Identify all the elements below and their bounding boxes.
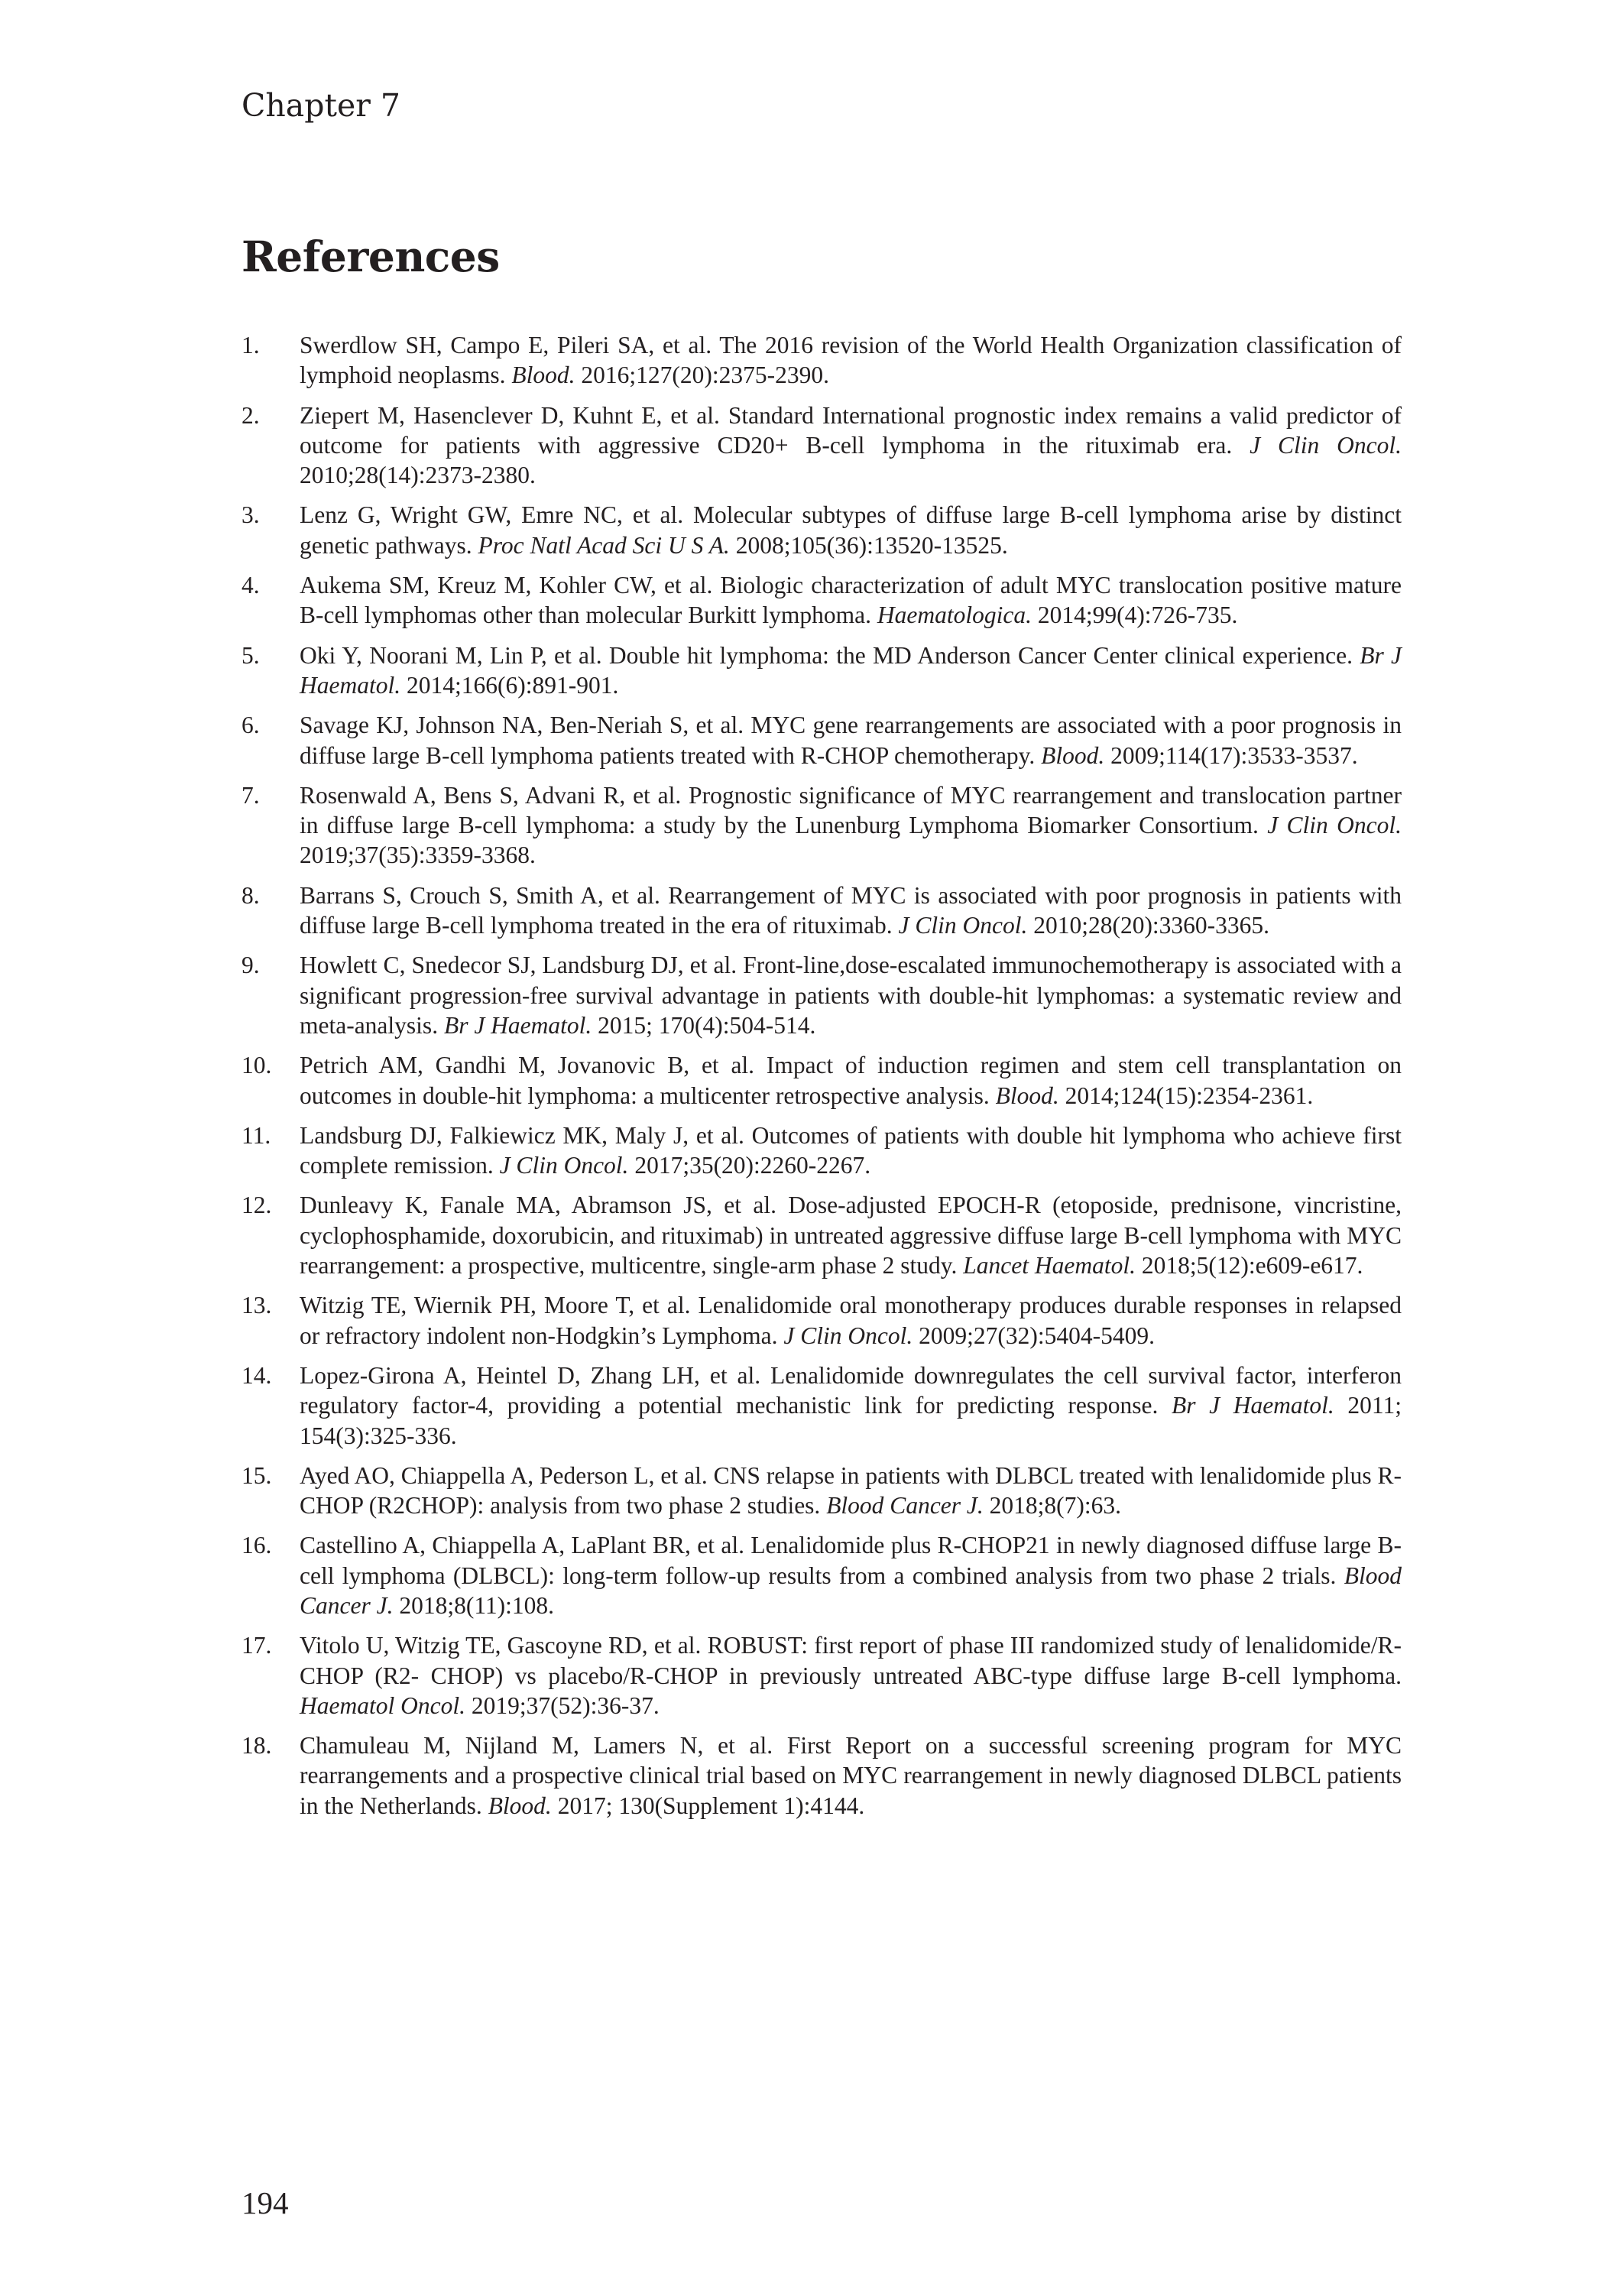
reference-number: 16. — [241, 1532, 272, 1559]
reference-citation: 2017; 130(Supplement 1):4144. — [551, 1792, 865, 1819]
reference-number: 3. — [241, 501, 260, 529]
reference-item — [241, 1530, 1402, 1620]
reference-text: Lenz G, Wright GW, Emre NC, et al. Molecular subtypes of diffuse large B-cell lymphoma arise by distinct genetic pathways. — [300, 501, 1402, 559]
reference-text: Swerdlow SH, Campo E, Pileri SA, et al. The 2016 revision of the World Health Organization classification of lymphoid neoplasms. — [300, 332, 1402, 389]
reference-text: Ziepert M, Hasenclever D, Kuhnt E, et al. Standard International prognostic index remains a valid predictor of outcome for patients with aggressive CD20+ B-cell lymphoma in the rituximab era. — [300, 401, 1402, 459]
reference-journal: Br J Haematol. — [443, 1011, 592, 1039]
reference-item — [241, 641, 1402, 701]
reference-item — [241, 401, 1402, 491]
reference-text: Petrich AM, Gandhi M, Jovanovic B, et al. Impact of induction regimen and stem cell transplantation on outcomes in double-hit lymphoma: a multicenter retrospective analysis. — [300, 1052, 1402, 1109]
reference-journal: Lancet Haematol. — [963, 1252, 1136, 1279]
reference-journal: Br J Haematol. — [1172, 1392, 1334, 1419]
reference-citation: 2011; 154(3):325-336. — [300, 1392, 1402, 1449]
reference-number: 12. — [241, 1192, 272, 1219]
reference-item — [241, 780, 1402, 871]
reference-journal: Haematol Oncol. — [300, 1691, 465, 1719]
reference-citation: 2015; 170(4):504-514. — [592, 1011, 816, 1039]
reference-item — [241, 1730, 1402, 1821]
reference-text: Oki Y, Noorani M, Lin P, et al. Double hit lymphoma: the MD Anderson Cancer Center clinical experience. — [300, 641, 1360, 669]
reference-citation: 2016;127(20):2375-2390. — [575, 362, 829, 389]
reference-number: 18. — [241, 1732, 272, 1759]
reference-journal: Blood Cancer J. — [826, 1492, 984, 1519]
reference-number: 11. — [241, 1121, 271, 1149]
reference-text: Landsburg DJ, Falkiewicz MK, Maly J, et al. Outcomes of patients with double hit lymphoma who achieve first complete remission. — [300, 1121, 1402, 1179]
reference-text: Aukema SM, Kreuz M, Kohler CW, et al. Biologic characterization of adult MYC translocation positive mature B-cell lymphomas other than molecular Burkitt lymphoma. — [300, 572, 1402, 629]
running-head: Chapter 7 — [241, 87, 400, 124]
reference-citation: 2009;114(17):3533-3537. — [1104, 741, 1358, 769]
reference-item — [241, 1190, 1402, 1280]
reference-item — [241, 500, 1402, 560]
reference-number: 6. — [241, 712, 260, 739]
reference-number: 5. — [241, 641, 260, 669]
reference-item — [241, 330, 1402, 391]
reference-item — [241, 881, 1402, 941]
reference-citation: 2009;27(32):5404-5409. — [912, 1322, 1155, 1349]
reference-journal: Blood. — [511, 362, 575, 389]
reference-citation: 2018;8(11):108. — [393, 1591, 555, 1619]
reference-text: Savage KJ, Johnson NA, Ben-Neriah S, et al. MYC gene rearrangements are associated with a poor prognosis in diffuse large B-cell lymphoma patients treated with R-CHOP chemotherapy. — [300, 712, 1402, 769]
reference-journal: J Clin Oncol. — [1267, 812, 1402, 839]
reference-citation: 2010;28(14):2373-2380. — [300, 462, 536, 489]
reference-journal: J Clin Oncol. — [1250, 431, 1402, 459]
reference-number: 9. — [241, 952, 260, 979]
reference-number: 7. — [241, 781, 260, 809]
reference-list — [241, 330, 1402, 1831]
reference-journal: Haematologica. — [877, 602, 1032, 629]
reference-number: 2. — [241, 401, 260, 429]
reference-citation: 2019;37(52):36-37. — [465, 1691, 660, 1719]
reference-citation: 2008;105(36):13520-13525. — [729, 531, 1008, 559]
reference-number: 14. — [241, 1361, 272, 1389]
reference-text: Dunleavy K, Fanale MA, Abramson JS, et al. Dose-adjusted EPOCH-R (etoposide, prednisone, vincristine, cyclophosphamide, doxorubicin, and rituximab) in untreated aggressive diffuse large B-cell lymphoma with MYC rearrangement: a prospective, multicentre, single-arm phase 2 study. — [300, 1192, 1402, 1279]
reference-number: 17. — [241, 1632, 272, 1659]
reference-text: Barrans S, Crouch S, Smith A, et al. Rearrangement of MYC is associated with poor prognosis in patients with diffuse large B-cell lymphoma treated in the era of rituximab. — [300, 881, 1402, 939]
reference-journal: Proc Natl Acad Sci U S A. — [478, 531, 730, 559]
reference-citation: 2019;37(35):3359-3368. — [300, 842, 536, 869]
reference-number: 10. — [241, 1052, 272, 1079]
reference-item — [241, 950, 1402, 1040]
section-title: References — [241, 232, 500, 281]
reference-journal: Blood. — [995, 1082, 1059, 1109]
reference-text: Howlett C, Snedecor SJ, Landsburg DJ, et al. Front-line,dose-escalated immunochemotherapy is associated with a significant progression-free survival advantage in patients with double-hit lymphomas: a systematic review and meta-analysis. — [300, 952, 1402, 1039]
reference-number: 1. — [241, 332, 260, 358]
reference-citation: 2014;124(15):2354-2361. — [1058, 1082, 1314, 1109]
reference-number: 15. — [241, 1461, 272, 1489]
reference-item — [241, 1290, 1402, 1351]
reference-item — [241, 1361, 1402, 1451]
page-number: 194 — [241, 2185, 289, 2220]
reference-item — [241, 1050, 1402, 1111]
reference-number: 13. — [241, 1292, 272, 1319]
reference-citation: 2018;8(7):63. — [983, 1492, 1122, 1519]
reference-text: Chamuleau M, Nijland M, Lamers N, et al. First Report on a successful screening program for MYC rearrangements and a prospective clinical trial based on MYC rearrangement in newly diagnosed DLBCL patients in the Netherlands. — [300, 1732, 1402, 1819]
reference-text: Witzig TE, Wiernik PH, Moore T, et al. Lenalidomide oral monotherapy produces durable responses in relapsed or refractory indolent non-Hodgkin’s Lymphoma. — [300, 1292, 1402, 1349]
reference-journal: Br J Haematol. — [300, 641, 1402, 699]
reference-journal: Blood. — [1041, 741, 1105, 769]
reference-citation: 2018;5(12):e609-e617. — [1135, 1252, 1363, 1279]
reference-citation: 2014;99(4):726-735. — [1031, 602, 1238, 629]
reference-item — [241, 1121, 1402, 1181]
reference-item — [241, 1461, 1402, 1521]
reference-citation: 2010;28(20):3360-3365. — [1027, 912, 1270, 939]
reference-journal: J Clin Oncol. — [898, 912, 1028, 939]
reference-number: 4. — [241, 572, 260, 599]
reference-text: Lopez-Girona A, Heintel D, Zhang LH, et al. Lenalidomide downregulates the cell survival factor, interferon regulatory factor-4, providing a potential mechanistic link for predicting response. — [300, 1361, 1402, 1419]
reference-item — [241, 1630, 1402, 1721]
reference-number: 8. — [241, 881, 260, 909]
reference-journal: Blood Cancer J. — [300, 1562, 1402, 1619]
reference-journal: Blood. — [488, 1792, 552, 1819]
reference-text: Vitolo U, Witzig TE, Gascoyne RD, et al. ROBUST: first report of phase III randomized study of lenalidomide/R-CHOP (R2- CHOP) vs placebo/R-CHOP in previously untreated ABC-type diffuse large B-cell lymphoma. — [300, 1632, 1402, 1689]
reference-text: Castellino A, Chiappella A, LaPlant BR, et al. Lenalidomide plus R-CHOP21 in newly diagnosed diffuse large B-cell lymphoma (DLBCL): long-term follow-up results from a combined analysis from two phase 2 trials. — [300, 1532, 1402, 1589]
reference-journal: J Clin Oncol. — [499, 1152, 629, 1179]
reference-text: Rosenwald A, Bens S, Advani R, et al. Prognostic significance of MYC rearrangement and translocation partner in diffuse large B-cell lymphoma: a study by the Lunenburg Lymphoma Biomarker Consortium. — [300, 781, 1402, 839]
reference-citation: 2017;35(20):2260-2267. — [628, 1152, 871, 1179]
reference-citation: 2014;166(6):891-901. — [400, 671, 619, 699]
reference-item — [241, 710, 1402, 770]
reference-item — [241, 570, 1402, 631]
reference-text: Ayed AO, Chiappella A, Pederson L, et al. CNS relapse in patients with DLBCL treated with lenalidomide plus R-CHOP (R2CHOP): analysis from two phase 2 studies. — [300, 1461, 1402, 1519]
reference-journal: J Clin Oncol. — [783, 1322, 913, 1349]
